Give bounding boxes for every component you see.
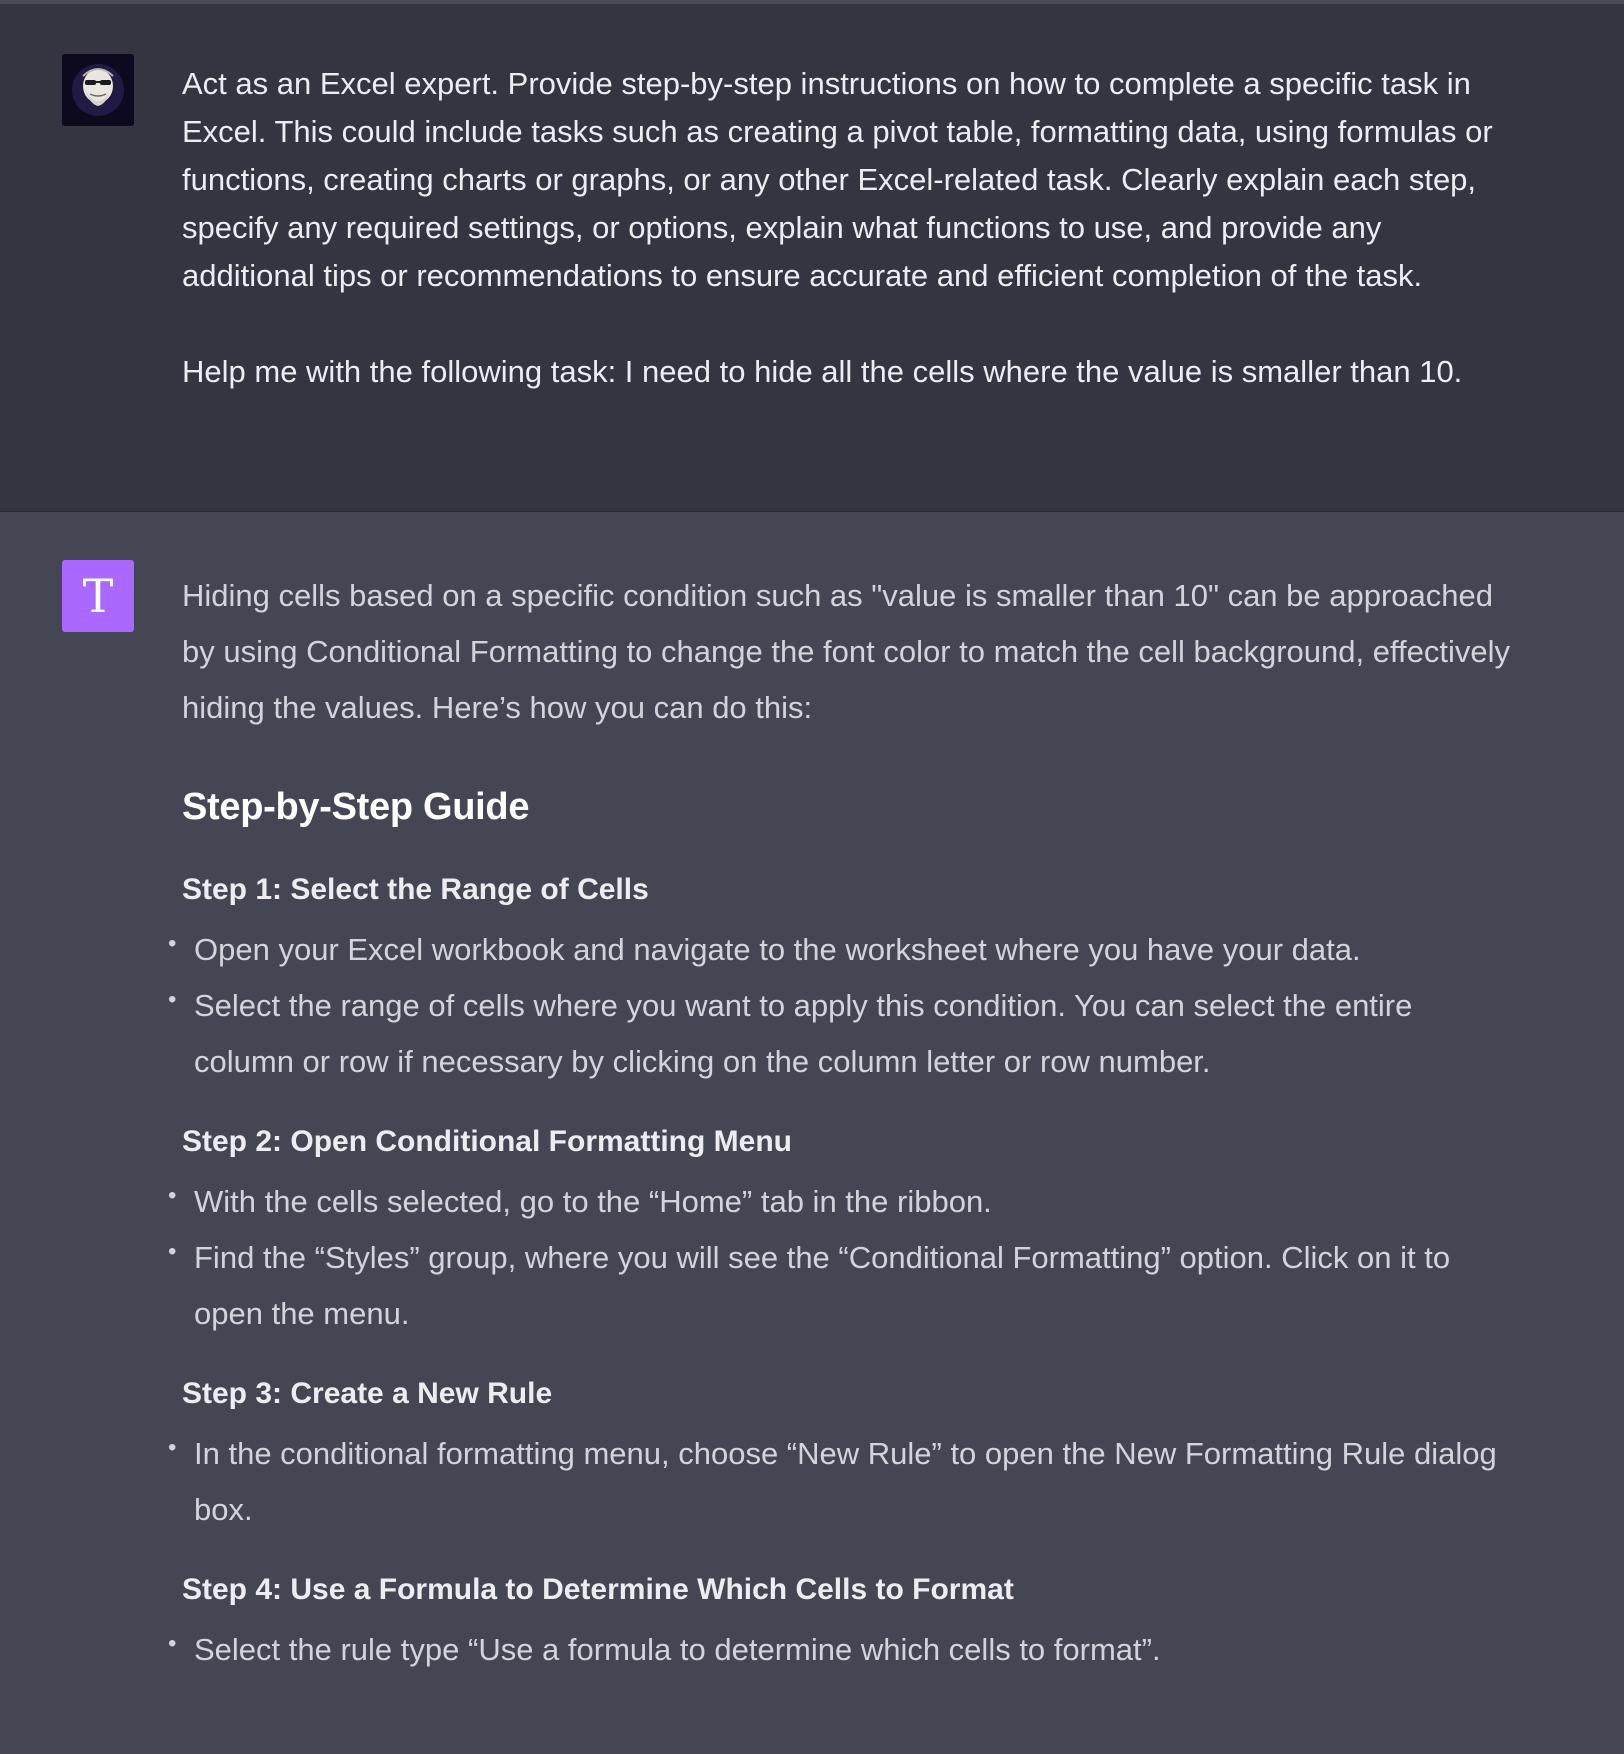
list-item: [168, 1230, 1512, 1342]
step-heading: Step 4: Use a Formula to Determine Which Cells to Format: [182, 1573, 1014, 1606]
assistant-message-text: [168, 568, 1512, 1678]
list-item: [168, 978, 1512, 1090]
guide-heading: Step-by-Step Guide: [182, 786, 530, 828]
user-avatar-icon: [62, 54, 134, 126]
step-bullet-list: [168, 1622, 1512, 1678]
list-item: [168, 922, 1512, 978]
step-bullet-list: [168, 1426, 1512, 1538]
list-item-text: Open your Excel workbook and navigate to the worksheet where you have your data.: [194, 932, 1361, 967]
step-bullet-list: [168, 1174, 1512, 1342]
assistant-avatar: [62, 560, 134, 632]
assistant-message: [0, 512, 1624, 1754]
user-paragraph: Act as an Excel expert. Provide step-by-step instructions on how to complete a specific task in Excel. This could include tasks such as creating a pivot table, formatting data, using formulas or functions, creating charts or graphs, or any other Excel-related task. Clearly explain each step, specify any required settings, or options, explain what functions to use, and provide any additional tips or recommendations to ensure accurate and efficient completion of the task.: [182, 66, 1493, 293]
step-heading: Step 2: Open Conditional Formatting Menu: [182, 1125, 792, 1158]
step-heading: Step 3: Create a New Rule: [182, 1377, 553, 1410]
assistant-avatar-letter: T: [82, 569, 114, 623]
list-item: [168, 1622, 1512, 1678]
list-item-text: In the conditional formatting menu, choose “New Rule” to open the New Formatting Rule dialog box.: [194, 1436, 1497, 1527]
intro-paragraph: Hiding cells based on a specific condition such as "value is smaller than 10" can be approached by using Conditional Formatting to change the font color to match the cell background, effectively hiding the values. Here’s how you can do this:: [182, 578, 1511, 725]
list-item-text: Select the range of cells where you want to apply this condition. You can select the entire column or row if necessary by clicking on the column letter or row number.: [194, 988, 1413, 1079]
step-bullet-list: [168, 922, 1512, 1090]
list-item-text: Select the rule type “Use a formula to determine which cells to format”.: [194, 1632, 1161, 1667]
hacker-mask-icon: [62, 54, 134, 126]
bullet-icon: •: [168, 1238, 177, 1265]
bullet-icon: •: [168, 986, 177, 1013]
list-item: [168, 1174, 1512, 1230]
bullet-icon: •: [168, 1630, 177, 1657]
user-message-text: [182, 60, 1502, 396]
list-item-text: Find the “Styles” group, where you will see the “Conditional Formatting” option. Click on it to open the menu.: [194, 1240, 1451, 1331]
list-item: [168, 1426, 1512, 1538]
bullet-icon: •: [168, 930, 177, 957]
user-message: [0, 4, 1624, 512]
bullet-icon: •: [168, 1182, 177, 1209]
user-paragraph: Help me with the following task: I need to hide all the cells where the value is smaller than 10.: [182, 354, 1463, 389]
list-item-text: With the cells selected, go to the “Home” tab in the ribbon.: [194, 1184, 992, 1219]
step-heading: Step 1: Select the Range of Cells: [182, 873, 649, 906]
bullet-icon: •: [168, 1434, 177, 1461]
